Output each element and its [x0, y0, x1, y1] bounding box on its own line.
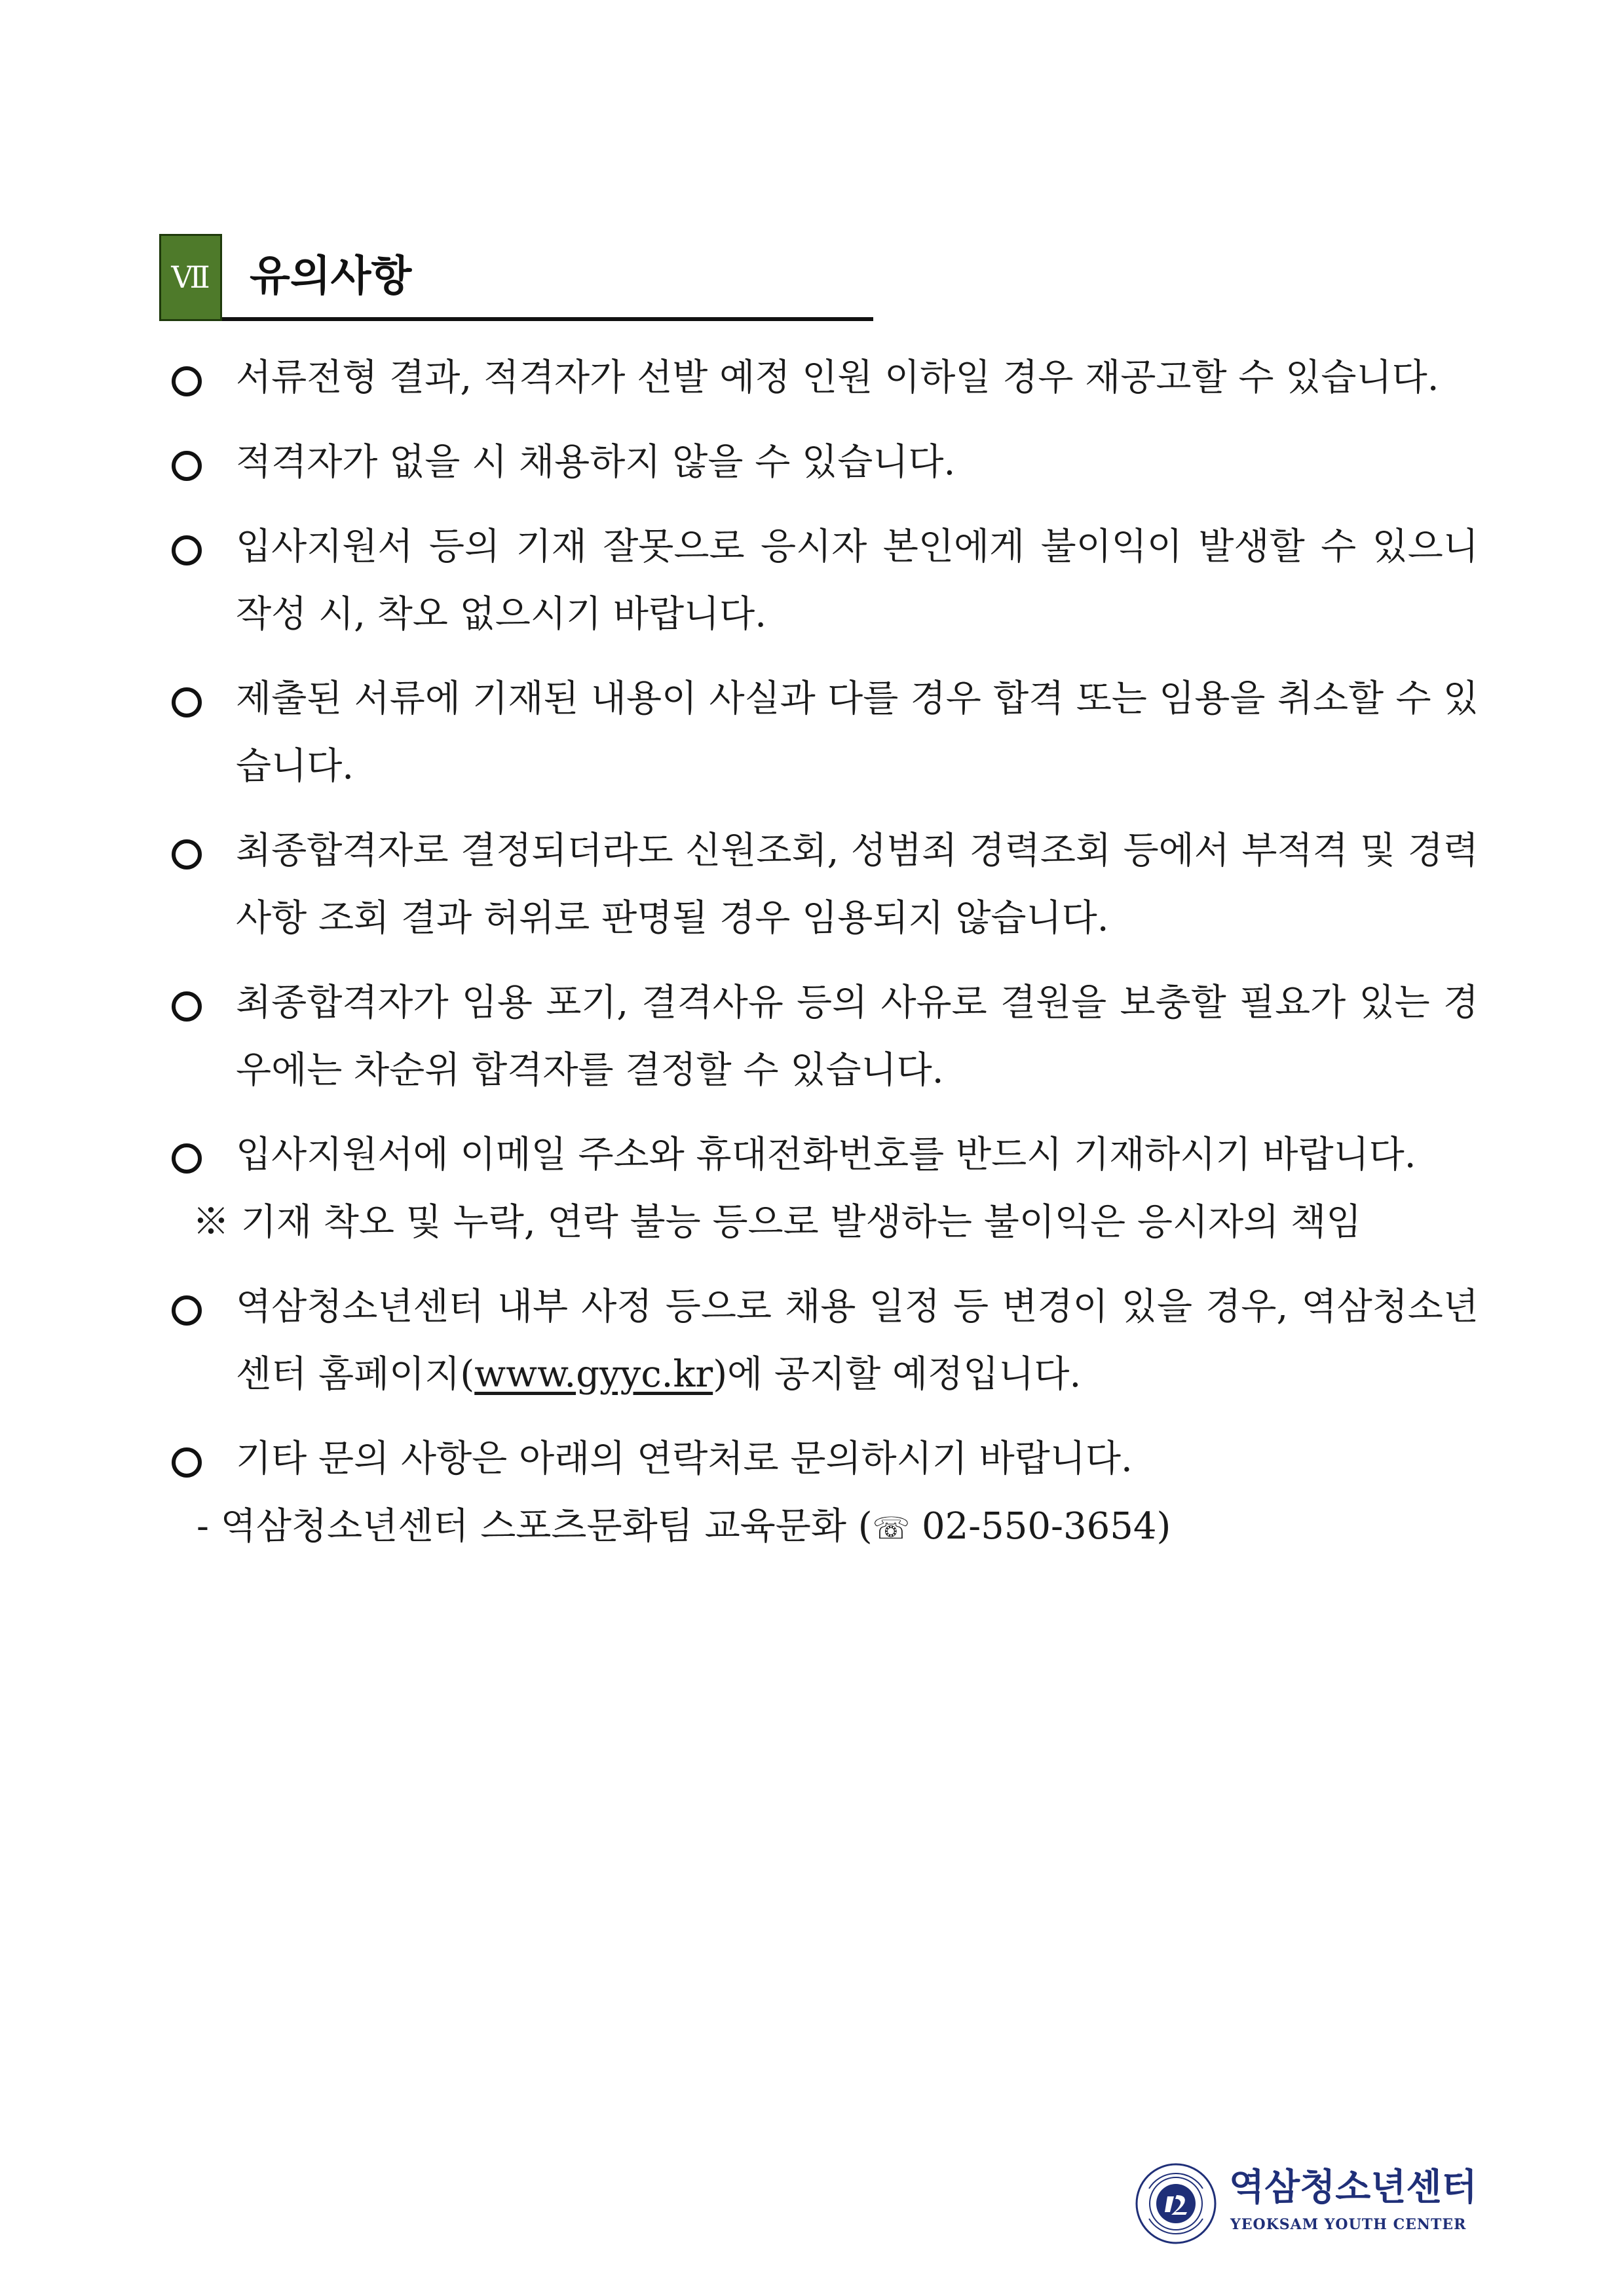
youth-center-emblem-icon	[1135, 2162, 1217, 2245]
circle-bullet-icon	[172, 1143, 202, 1174]
section-number-badge: Ⅶ	[159, 234, 222, 321]
list-item	[172, 665, 1479, 800]
notice-text: 제출된 서류에 기재된 내용이 사실과 다를 경우 합격 또는 임용을 취소할 수 있습니다.	[236, 678, 1479, 788]
circle-bullet-icon	[172, 451, 202, 481]
notice-text: 최종합격자가 임용 포기, 결격사유 등의 사유로 결원을 보충할 필요가 있는 경우에는 차순위 합격자를 결정할 수 있습니다.	[236, 982, 1479, 1092]
contact-line	[197, 1493, 1479, 1562]
list-item	[172, 513, 1479, 648]
list-item	[172, 1273, 1479, 1408]
phone-icon: ☏	[872, 1510, 911, 1546]
contact-phone: 02-550-3654	[921, 1505, 1157, 1548]
logo-name-korean: 역삼청소년센터	[1229, 2166, 1477, 2209]
notice-list	[172, 344, 1479, 1579]
circle-bullet-icon	[172, 366, 202, 396]
notice-text: 최종합격자로 결정되더라도 신원조회, 성범죄 경력조회 등에서 부적격 및 경력 사항 조회 결과 허위로 판명될 경우 임용되지 않습니다.	[236, 830, 1479, 940]
list-item	[172, 429, 1479, 496]
list-item	[172, 1121, 1479, 1256]
circle-bullet-icon	[172, 839, 202, 870]
list-item	[172, 969, 1479, 1104]
contact-suffix: )	[1156, 1505, 1171, 1548]
list-item	[172, 344, 1479, 411]
center-logo	[1135, 2160, 1475, 2251]
contact-prefix: - 역삼청소년센터 스포츠문화팀 교육문화 (	[197, 1505, 873, 1548]
notice-text-after: )에 공지할 예정입니다.	[713, 1353, 1082, 1396]
circle-bullet-icon	[172, 991, 202, 1022]
circle-bullet-icon	[172, 535, 202, 565]
section-title: 유의사항	[250, 252, 412, 301]
notice-text: 서류전형 결과, 적격자가 선발 예정 인원 이하일 경우 재공고할 수 있습니다.	[236, 356, 1439, 399]
notice-text: 기타 문의 사항은 아래의 연락처로 문의하시기 바랍니다.	[236, 1438, 1133, 1480]
homepage-link[interactable]: www.gyyc.kr	[474, 1353, 713, 1396]
logo-name-english: YEOKSAM YOUTH CENTER	[1230, 2216, 1467, 2233]
notice-text: 입사지원서에 이메일 주소와 휴대전화번호를 반드시 기재하시기 바랍니다.	[236, 1134, 1416, 1176]
notice-text: 입사지원서 등의 기재 잘못으로 응시자 본인에게 불이익이 발생할 수 있으니 작성 시, 착오 없으시기 바랍니다.	[236, 526, 1479, 636]
notice-text-before: 역삼청소년센터 내부 사정 등으로 채용 일정 등 변경이 있을 경우, 역삼청소년센터 홈페이지(	[236, 1286, 1479, 1396]
section-header	[159, 234, 873, 322]
section-underline	[222, 317, 873, 321]
circle-bullet-icon	[172, 1295, 202, 1326]
list-item	[172, 1425, 1479, 1562]
circle-bullet-icon	[172, 1447, 202, 1478]
circle-bullet-icon	[172, 687, 202, 718]
list-item	[172, 817, 1479, 952]
notice-note: ※ 기재 착오 및 누락, 연락 불능 등으로 발생하는 불이익은 응시자의 책임	[193, 1201, 1362, 1244]
notice-text: 적격자가 없을 시 채용하지 않을 수 있습니다.	[236, 441, 956, 484]
